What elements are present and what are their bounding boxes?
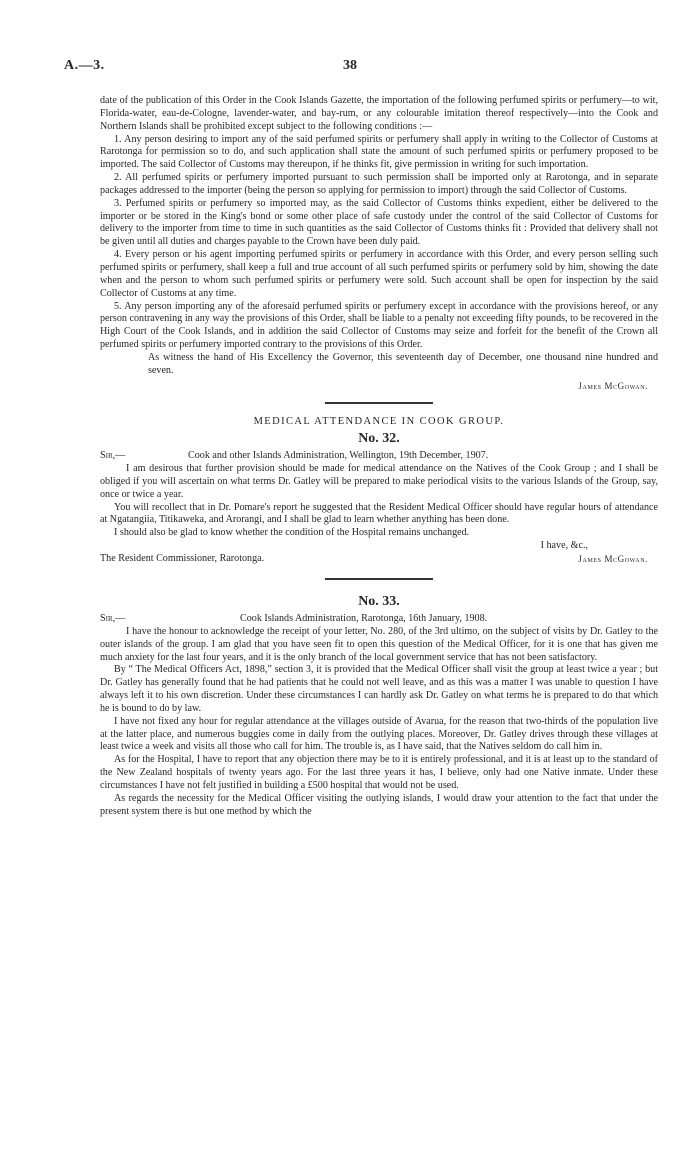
letter-paragraph: I have not fixed any hour for regular attendance at the villages outside of Avarua, for the reason that two-thirds of the population live at the latter place, and numerous buggies come in daily from the outlying places. Moreover, Dr. Gatley drives through these villages at least twice a week and visits all those who call for him. The trouble is, as I have said, that the Natives seldom do call him in. [100, 715, 658, 753]
order-paragraph: 5. Any person importing any of the aforesaid perfumed spirits or perfumery except in accordance with the provisions hereof, or any person contravening in any way the provisions of this Order, shall be liable to a penalty not exceeding fifty pounds, to be recovered in the High Court of the Cook Islands, and in addition the said Collector of Customs may seize and forfeit for the benefit of the Crown all perfumed spirits or perfumery imported contrary to the provisions of this Order. [100, 300, 658, 351]
order-witness: As witness the hand of His Excellency the Governor, this seventeenth day of December, one thousand nine hundred and seven. [148, 351, 658, 376]
order-paragraph: 4. Every person or his agent importing perfumed spirits or perfumery in accordance with this Order, and every person selling such perfumed spirits or perfumery, shall keep a full and true account of all such perfumed spirits or perfumery sold by him, showing the date when and the person to whom such perfumed spirits or perfumery were sold. Such account shall be open for inspection by the said Collector of Customs at any time. [100, 249, 658, 299]
document-number: No. 32. [358, 431, 400, 447]
salutation: Sir,— [100, 450, 126, 462]
order-paragraph: 2. All perfumed spirits or perfumery imported pursuant to such permission shall be imported only at Rarotonga, and in separate packages addressed to the importer (being the person so applying for permission to import) through the said Collector of Customs. [100, 172, 658, 196]
dateline [100, 450, 658, 463]
letter-paragraph: As regards the necessity for the Medical Officer visiting the outlying islands, I would draw your attention to the fact that under the present system there is but one method by which the [100, 792, 658, 817]
order-paragraph: 1. Any person desiring to import any of the said perfumed spirits or perfumery shall apply in writing to the Collector of Customs at Rarotonga for permission so to do, and such application shall state the amount of such perfumed spirits or perfumery proposed to be imported. The said Collector of Customs may thereupon, if he thinks fit, give permission in writing for such importation. [100, 133, 658, 171]
order-paragraph: date of the publication of this Order in the Cook Islands Gazette, the importation of the following perfumed spirits or perfumery—to wit, Florida-water, eau-de-Cologne, lavender-water, and bay-rum, or any colourable imitation thereof respectively—into the Cook and Northern Islands shall be prohibited except subject to the following conditions :— [100, 95, 658, 132]
letter-date: Cook Islands Administration, Rarotonga, 16th January, 1908. [240, 612, 488, 624]
letter-date: Cook and other Islands Administration, Wellington, 19th December, 1907. [188, 450, 489, 462]
dateline [100, 613, 658, 626]
closing: I have, &c., [540, 540, 588, 552]
page-number: 38 [343, 58, 357, 73]
order-section [100, 95, 658, 392]
divider [325, 402, 433, 404]
letter-paragraph: I am desirous that further provision should be made for medical attendance on the Natives of the Cook Group ; and I shall be obliged if you will ascertain on what terms Dr. Gatley will be prepared to make periodical visits to the various Islands of the Group, say, once or twice a year. [100, 463, 658, 500]
divider [325, 578, 433, 580]
letter-paragraph: I have the honour to acknowledge the receipt of your letter, No. 280, of the 3rd ultimo, on the subject of visits by Dr. Gatley to the outer islands of the group. I am glad that you have seen fit to open this question of the Medical Officer, for it is one that has given me much anxiety for the last four years, and it is the only branch of the local government service that has not been satisfactory. [100, 625, 658, 663]
section-heading: MEDICAL ATTENDANCE IN COOK GROUP. [253, 416, 505, 428]
letter-paragraph: By “ The Medical Officers Act, 1898,” section 3, it is provided that the Medical Officer shall visit the group at least twice a year ; but Dr. Gatley has generally found that he had patients that he could not well leave, and as this was a matter I was unable to question I have always left it to his own discretion. Under these circumstances I can hardly ask Dr. Gatley on what terms he is prepared to do that which he is bound to do by law. [100, 664, 658, 714]
letter-paragraph: You will recollect that in Dr. Pomare's report he suggested that the Resident Medical Officer should have regular hours of attendance at Ngatangiia, Titikaweka, and Arorangi, and I shall be glad to learn whether anything has been done. [100, 501, 658, 526]
section-33 [100, 596, 658, 819]
document-reference: A.—3. [64, 58, 105, 73]
order-paragraph: 3. Perfumed spirits or perfumery so imported may, as the said Collector of Customs thinks expedient, either be delivered to the importer or be stored in the King's bond or some other place of safe custody under the control of the said Collector of Customs for delivery to the importer from time to time in such quantities as the said Collector of Customs thinks fit : Provided that delivery shall not be given until all duties and charges payable to the Crown have been duly paid. [100, 197, 658, 248]
signature: James McGowan. [578, 380, 648, 391]
signature: James McGowan. [578, 554, 648, 564]
section-32 [100, 416, 658, 566]
document-number: No. 33. [358, 594, 400, 609]
addressee: The Resident Commissioner, Rarotonga. [100, 553, 265, 564]
addressee-line [100, 553, 658, 566]
letter-paragraph: I should also be glad to know whether the condition of the Hospital remains unchanged. [114, 527, 470, 539]
letter-paragraph: As for the Hospital, I have to report that any objection there may be to it is entirely professional, and it is at least up to the standard of the New Zealand hospitals of twenty years ago. For the last three years it has, I believe, only had one Native inmate. Under these circumstances I have not felt justified in building a £500 hospital that would not be used. [100, 754, 658, 791]
salutation: Sir,— [100, 612, 126, 624]
